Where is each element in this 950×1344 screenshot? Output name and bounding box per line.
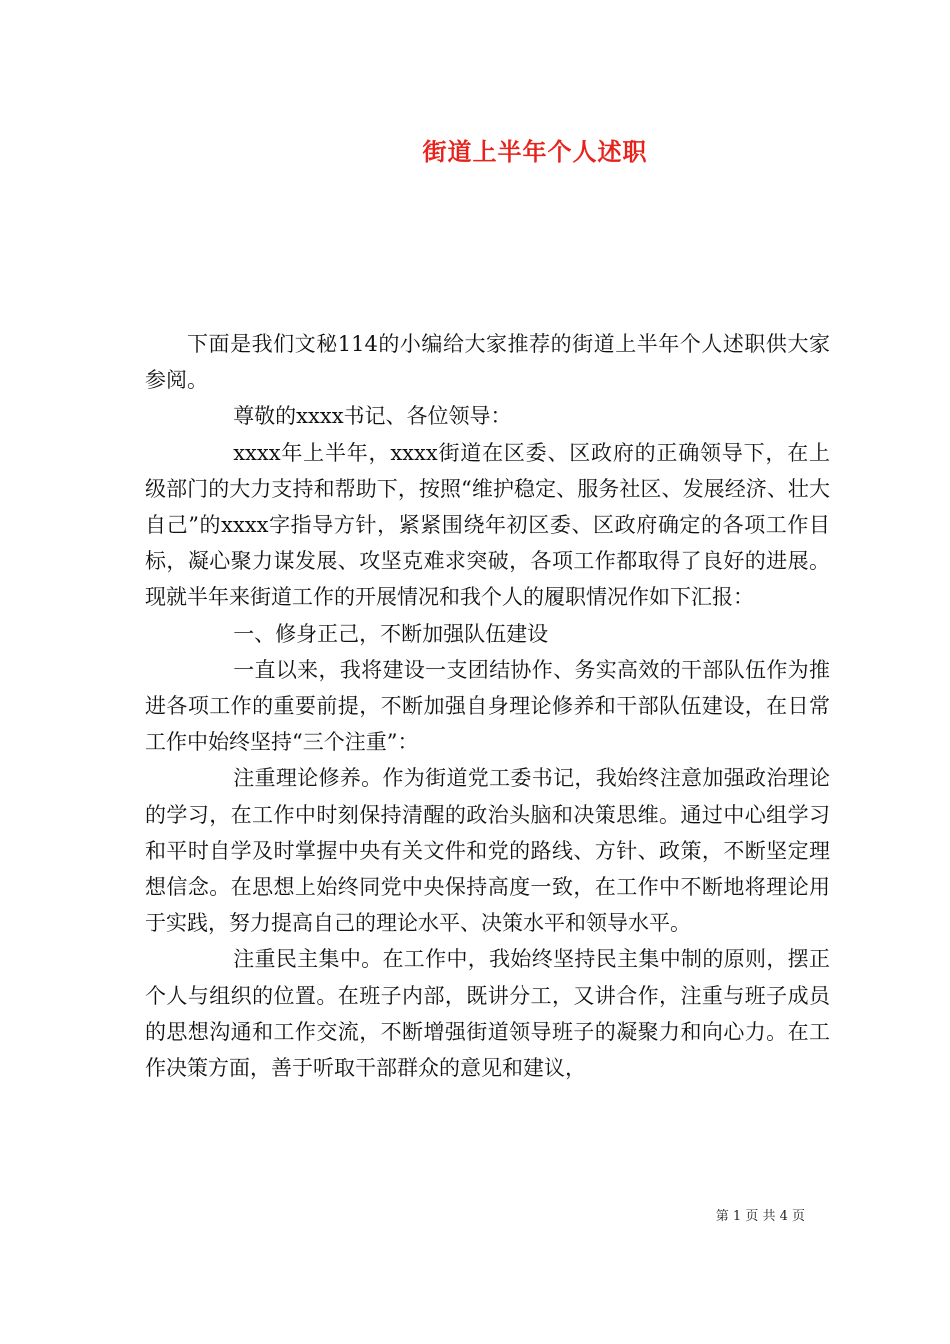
page-number: 第 1 页 共 4 页 [715,1209,805,1224]
body-paragraph: xxxx年上半年，xxxx街道在区委、区政府的正确领导下，在上级部门的大力支持和帮助下，按照“维护稳定、服务社区、发展经济、壮大自己”的xxxx字指导方针，紧紧围绕年初区委、区政府确定的各项工作目标，凝心聚力谋发展、攻坚克难求突破，各项工作都取得了良好的进展。现就半年来街道工作的开展情况和我个人的履职情况作如下汇报： [145,440,830,610]
salutation: 尊敬的xxxx书记、各位领导： [233,404,512,429]
section-heading: 一、修身正己，不断加强队伍建设 [233,621,549,646]
body-paragraph: 注重民主集中。在工作中，我始终坚持民主集中制的原则，摆正个人与组织的位置。在班子内部，既讲分工，又讲合作，注重与班子成员的思想沟通和工作交流，不断增强街道领导班子的凝聚力和向心力。在工作决策方面，善于听取干部群众的意见和建议， [145,947,830,1081]
intro-paragraph: 下面是我们文秘114的小编给大家推荐的街道上半年个人述职供大家参阅。 [145,332,830,393]
document-title: 街道上半年个人述职 [422,137,648,166]
body-paragraph: 注重理论修养。作为街道党工委书记，我始终注意加强政治理论的学习，在工作中时刻保持清醒的政治头脑和决策思维。通过中心组学习和平时自学及时掌握中央有关文件和党的路线、方针、政策，不断坚定理想信念。在思想上始终同党中央保持高度一致，在工作中不断地将理论用于实践，努力提高自己的理论水平、决策水平和领导水平。 [145,766,830,936]
body-paragraph: 一直以来，我将建设一支团结协作、务实高效的干部队伍作为推进各项工作的重要前提，不断加强自身理论修养和干部队伍建设，在日常工作中始终坚持“三个注重”： [145,657,830,755]
document-body [145,326,830,1086]
